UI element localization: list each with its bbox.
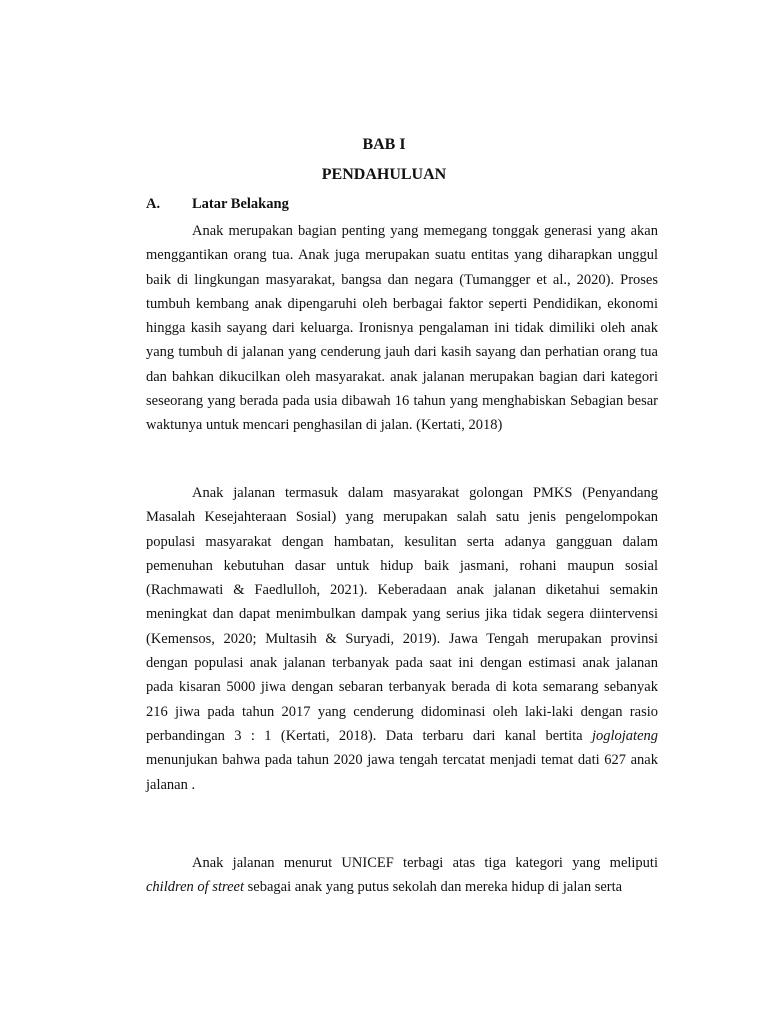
paragraph-3-text-before: Anak jalanan menurut UNICEF terbagi atas tiga kategori yang meliputi [192, 855, 658, 871]
paragraph-2-text-before: Anak jalanan termasuk dalam masyarakat golongan PMKS (Penyandang Masalah Kesejahteraan Sosial) yang merupakan salah satu jenis pengelompokan populasi masyarakat dengan hambatan, kesulitan serta adanya gangguan dalam pemenuhan kebutuhan dasar untuk hidup baik jasmani, rohani maupun sosial (Rachmawati & Faedlulloh, 2021). Keberadaan anak jalanan diketahui semakin meningkat dan dapat menimbulkan dampak yang serius jika tidak segera diintervensi (Kemensos, 2020; Multasih & Suryadi, 2019). Jawa Tengah merupakan provinsi dengan populasi anak jalanan terbanyak pada saat ini dengan estimasi anak jalanan pada kisaran 5000 jiwa dengan sebaran terbanyak berada di kota semarang sebanyak 216 jiwa pada tahun 2017 yang cenderung didominasi oleh laki-laki dengan rasio perbandingan 3 : 1 (Kertati, 2018). Data terbaru dari kanal bertita [146, 485, 658, 744]
section-heading [146, 196, 289, 213]
paragraph-1-text: Anak merupakan bagian penting yang memegang tonggak generasi yang akan menggantikan orang tua. Anak juga merupakan suatu entitas yang diharapkan unggul baik di lingkungan masyarakat, bangsa dan negara (Tumangger et al., 2020). Proses tumbuh kembang anak dipengaruhi oleh berbagai faktor seperti Pendidikan, ekonomi hingga kasih sayang dari keluarga. Ironisnya pengalaman ini tidak dimiliki oleh anak yang tumbuh di jalanan yang cenderung jauh dari kasih sayang dan perhatian orang tua dan bahkan dikucilkan oleh masyarakat. anak jalanan merupakan bagian dari kategori seseorang yang berada pada usia dibawah 16 tahun yang menghabiskan Sebagian besar waktunya untuk mencari penghasilan di jalan. (Kertati, 2018) [146, 223, 658, 434]
paragraph-2-text-after: menunjukan bahwa pada tahun 2020 jawa tengah tercatat menjadi temat dati 627 anak jalanan . [146, 752, 658, 793]
paragraph-1 [146, 219, 658, 438]
chapter-number: BAB I [362, 136, 406, 153]
paragraph-3 [146, 851, 658, 900]
paragraph-3-text-after: sebagai anak yang putus sekolah dan mereka hidup di jalan serta [247, 879, 623, 896]
section-title: Latar Belakang [192, 196, 289, 212]
paragraph-2 [146, 481, 658, 797]
section-letter: A. [146, 196, 161, 212]
chapter-title: PENDAHULUAN [321, 166, 447, 183]
paragraph-3-italic-term: children of street [146, 879, 244, 896]
paragraph-2-italic-term: joglojateng [591, 727, 659, 744]
